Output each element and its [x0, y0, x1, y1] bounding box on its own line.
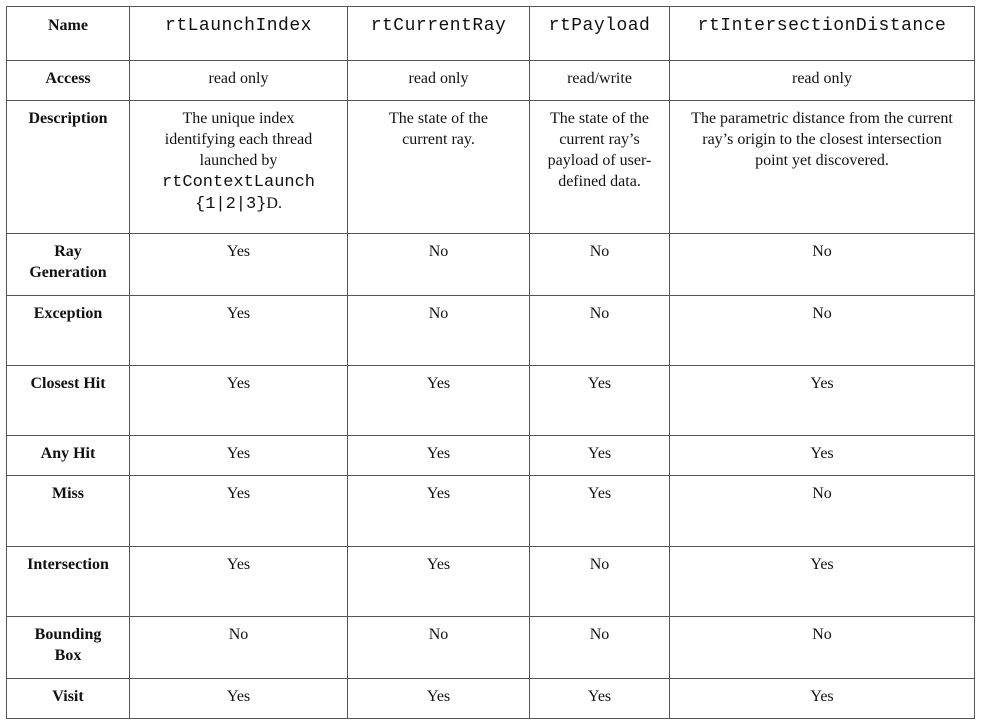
- table-cell: read only: [130, 61, 348, 101]
- table-cell: No: [670, 476, 975, 547]
- description-text: The unique index identifying each thread launched by: [164, 110, 313, 169]
- description-text: D.: [266, 195, 282, 212]
- description-row: [7, 101, 975, 234]
- table-cell: Yes: [130, 476, 348, 547]
- row-label: Bounding Box: [7, 617, 130, 679]
- table-cell: Yes: [348, 547, 530, 617]
- table-cell: Yes: [348, 476, 530, 547]
- code-text: {1|2|3}: [195, 195, 267, 214]
- table-cell: No: [530, 547, 670, 617]
- table-cell: No: [670, 234, 975, 296]
- row-label: Description: [7, 101, 130, 234]
- table-cell: Yes: [670, 547, 975, 617]
- table-row: [7, 296, 975, 366]
- table-cell: No: [130, 617, 348, 679]
- table-cell: read only: [670, 61, 975, 101]
- table-cell: Yes: [530, 679, 670, 719]
- table-cell: Yes: [530, 366, 670, 436]
- table-cell: Yes: [130, 436, 348, 476]
- column-header: rtLaunchIndex: [130, 7, 348, 61]
- row-label: Miss: [7, 476, 130, 547]
- table-cell: No: [670, 617, 975, 679]
- table-row: [7, 436, 975, 476]
- column-header: rtIntersectionDistance: [670, 7, 975, 61]
- table-cell: Yes: [130, 296, 348, 366]
- table-row: [7, 679, 975, 719]
- table-cell: Yes: [670, 436, 975, 476]
- table-cell: Yes: [130, 547, 348, 617]
- table-row: [7, 476, 975, 547]
- table-cell: No: [530, 617, 670, 679]
- table-cell: Yes: [348, 366, 530, 436]
- table-cell: Yes: [670, 679, 975, 719]
- row-label: Intersection: [7, 547, 130, 617]
- table-cell: Yes: [130, 366, 348, 436]
- header-row: [7, 7, 975, 61]
- row-label: Ray Generation: [7, 234, 130, 296]
- row-label: Access: [7, 61, 130, 101]
- table-cell: [130, 101, 348, 234]
- table-cell: Yes: [130, 679, 348, 719]
- access-row: [7, 61, 975, 101]
- corner-label: Name: [7, 7, 130, 61]
- table-cell: The state of the current ray.: [348, 101, 530, 234]
- table-cell: Yes: [530, 436, 670, 476]
- table-cell: Yes: [348, 436, 530, 476]
- table-cell: The state of the current ray’s payload of user-defined data.: [530, 101, 670, 234]
- table-cell: Yes: [670, 366, 975, 436]
- table-cell: read only: [348, 61, 530, 101]
- semantics-table: [6, 6, 975, 719]
- row-label: Any Hit: [7, 436, 130, 476]
- table-cell: No: [670, 296, 975, 366]
- table-row: [7, 366, 975, 436]
- table-cell: Yes: [130, 234, 348, 296]
- column-header: rtCurrentRay: [348, 7, 530, 61]
- table-cell: Yes: [530, 476, 670, 547]
- table-cell: No: [530, 234, 670, 296]
- table-cell: No: [348, 234, 530, 296]
- row-label: Visit: [7, 679, 130, 719]
- table-cell: No: [530, 296, 670, 366]
- table-cell: No: [348, 617, 530, 679]
- table-cell: read/write: [530, 61, 670, 101]
- column-header: rtPayload: [530, 7, 670, 61]
- table-cell: Yes: [348, 679, 530, 719]
- table-cell: No: [348, 296, 530, 366]
- table-row: [7, 547, 975, 617]
- row-label: Closest Hit: [7, 366, 130, 436]
- table-row: [7, 234, 975, 296]
- table-cell: The parametric distance from the current ray’s origin to the closest intersection point yet discovered.: [670, 101, 975, 234]
- table-row: [7, 617, 975, 679]
- code-text: rtContextLaunch: [161, 173, 316, 192]
- row-label: Exception: [7, 296, 130, 366]
